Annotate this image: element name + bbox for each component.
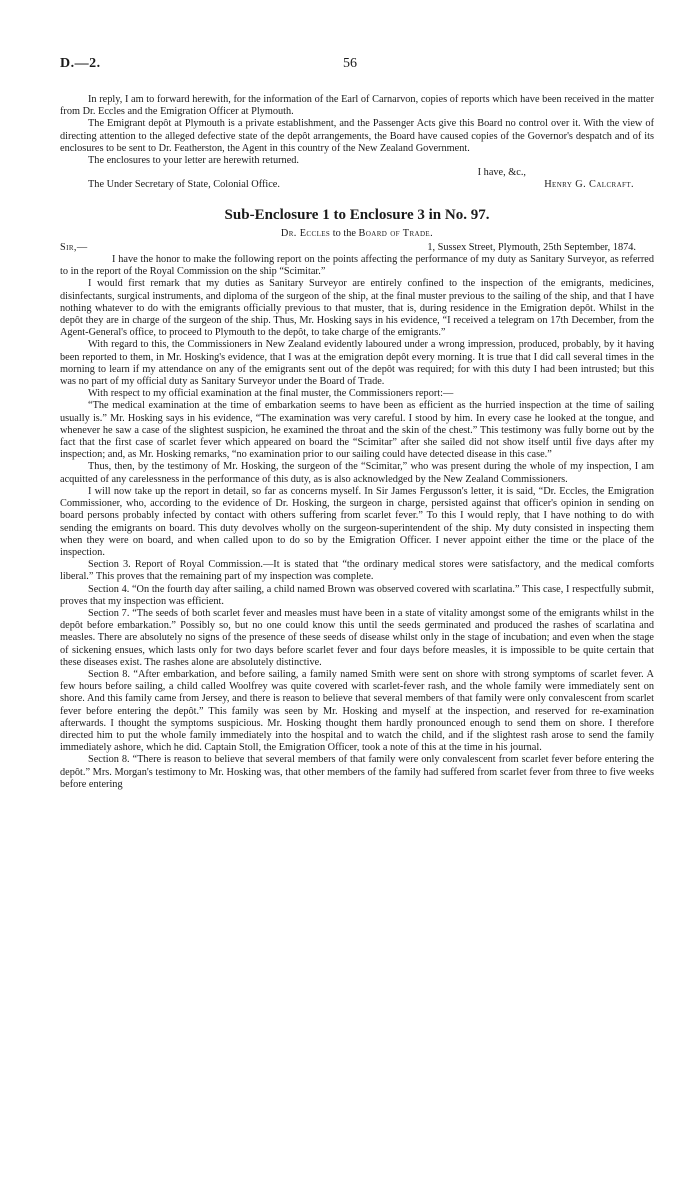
letter-paragraph: Section 3. Report of Royal Commission.—It is stated that “the ordinary medical stores were satisfactory, and the medical comforts liberal.” This proves that the remaining part of my inspection was complete.	[60, 559, 654, 583]
letter-paragraph: Section 7. “The seeds of both scarlet fever and measles must have been in a state of vitality amongst some of the emigrants whilst in the depôt before embarkation.” Possibly so, but no one could know this until the seeds germinated and produced the rashes of scarlatina and measles. There are absolutely no signs of the presence of these seeds of disease whilst only in the stage of incubation; and even when the stage of sickening ensues, which lasts only for two days before scarlet fever and four days before measles, it is impossible to be quite certain that these diseases exist. The rashes alone are absolutely distinctive.	[60, 607, 654, 668]
subtitle-to: Board of Trade.	[358, 227, 434, 239]
letter-paragraph: I have the honor to make the following report on the points affecting the performance of my duty as Sanitary Surveyor, as referred to in the report of the Royal Commission on the ship “Scimitar.”	[60, 254, 654, 278]
intro-paragraph: In reply, I am to forward herewith, for the information of the Earl of Carnarvon, copies of reports which have been received in the matter from Dr. Eccles and the Emigration Officer at Plymouth.	[60, 94, 654, 118]
letter-address: 1, Sussex Street, Plymouth, 25th September, 1874.	[427, 241, 636, 253]
letter-paragraph: I would first remark that my duties as Sanitary Surveyor are entirely confined to the inspection of the emigrants, medicines, disinfectants, surgical instruments, and diploma of the surgeon of the ship, at the final muster previous to the sailing of the ship, and that I have nothing whatever to do with the emigrants officially previous to that muster, that is, during residence in the Emigration depôt. Whilst in the depôt they are in charge of the surgeon of the ship. Thus, Mr. Hosking says in his evidence, “I received a telegram on 17th December, from the Agent-General's office, to proceed to Plymouth to the depôt, to take charge of the emigrants.”	[60, 278, 654, 339]
subtitle-from: Dr. Eccles	[280, 227, 331, 239]
intro-paragraph: The Emigrant depôt at Plymouth is a private establishment, and the Passenger Acts give this Board no control over it. With the view of directing attention to the alleged defective state of the depôt arrangements, the Board have caused copies of the Governor's despatch and of its enclosures to be sent to Dr. Featherston, the Agent in this country of the New Zealand Government.	[60, 118, 654, 154]
letter-paragraph: Section 4. “On the fourth day after sailing, a child named Brown was observed covered with scarlatina.” This case, I respectfully submit, proves that my inspection was efficient.	[60, 583, 654, 607]
section-subtitle	[60, 228, 654, 240]
letter-paragraph: Thus, then, by the testimony of Mr. Hosking, the surgeon of the “Scimitar,” who was present during the whole of my inspection, I am acquitted of any carelessness in the performance of this duty, as is also acknowledged by the New Zealand Commissioners.	[60, 461, 654, 485]
closing-formula: I have, &c.,	[477, 167, 526, 179]
subtitle-mid: to the	[332, 227, 356, 239]
letter-paragraph: With regard to this, the Commissioners in New Zealand evidently laboured under a wrong impression, produced, probably, by it having been reported to them, in Mr. Hosking's evidence, that I was at the emigration depôt every morning. It is true that I did call several times in the morning to learn if my attendance on any of the emigrants sent out of the depôt was required; for with this duty I had been intrusted; but this was no part of my official duty as Sanitary Surveyor under the Board of Trade.	[60, 339, 654, 388]
section-title: Sub-Enclosure 1 to Enclosure 3 in No. 97.	[224, 206, 490, 223]
intro-paragraph: The enclosures to your letter are herewith returned.	[88, 155, 299, 167]
salutation: Sir,—	[60, 241, 88, 253]
page-content	[60, 94, 654, 791]
letter-paragraph: “The medical examination at the time of embarkation seems to have been as efficient as the hurried inspection at the time of sailing usually is.” Mr. Hosking says in his evidence, “The examination was very careful. I stood by him. In every case he looked at the tongue, and whenever he saw a case of the slightest suspicion, he examined the throat and the skin of the chest.” This testimony was fully borne out by the fact that the first case of scarlet fever which appeared on board the “Scimitar” after she sailed did not show itself until five days after my inspection; and, as Mr. Hosking remarks, “no examination prior to our sailing could have detected disease in this case.”	[60, 400, 654, 461]
page-number: 56	[343, 56, 357, 71]
letter-paragraph: Section 8. “There is reason to believe that several members of that family were only convalescent from scarlet fever before entering the depôt.” Mrs. Morgan's testimony to Mr. Hosking was, that other members of the family had suffered from scarlet fever from three to five weeks before entering	[60, 754, 654, 790]
signature-row	[60, 179, 654, 191]
letter-paragraph: Section 8. “After embarkation, and before sailing, a family named Smith were sent on shore with strong symptoms of scarlet fever. A few hours before sailing, a child called Woolfrey was quite covered with scarlet-fever rash, and the whole family were immediately sent on shore. And this family came from Jersey, and there is reason to believe that several members of that family were only convalescent from scarlet fever before entering the depôt.” This family was seen by Mr. Hosking and myself at the inspection, and reserved for re-examination afterwards. I thought the symptoms suspicious. Mr. Hosking thought them hardly pronounced enough to send them on shore. I therefore directed him to put the whole family immediately into the hospital and to watch the child, and if the slightest rash arose to send the family immediately ashore, which he did. Captain Stoll, the Emigration Officer, took a note of this at the time in his journal.	[60, 668, 654, 754]
signatory-name: Henry G. Calcraft.	[544, 179, 634, 191]
letter-paragraph: I will now take up the report in detail, so far as concerns myself. In Sir James Fergusson's letter, it is said, “Dr. Eccles, the Emigration Commissioner, who, according to the evidence of Dr. Hosking, the surgeon in charge, persisted against that officer's opinion in sending on board persons probably infected by contact with others suffering from scarlet fever.” To this I would reply, that I have nothing to do with sending the emigrants on board. This duty devolves wholly on the surgeon-superintendent of the ship. My duty consisted in inspecting them when they were on board, and when called upon to do so by the Emigration Officer. I never appoint either the time or the place of the inspection.	[60, 485, 654, 558]
letter-paragraph: With respect to my official examination at the final muster, the Commissioners report:—	[88, 388, 454, 400]
document-identifier: D.—2.	[60, 56, 101, 71]
recipient-line: The Under Secretary of State, Colonial Office.	[88, 179, 280, 191]
letter-header	[60, 242, 654, 254]
